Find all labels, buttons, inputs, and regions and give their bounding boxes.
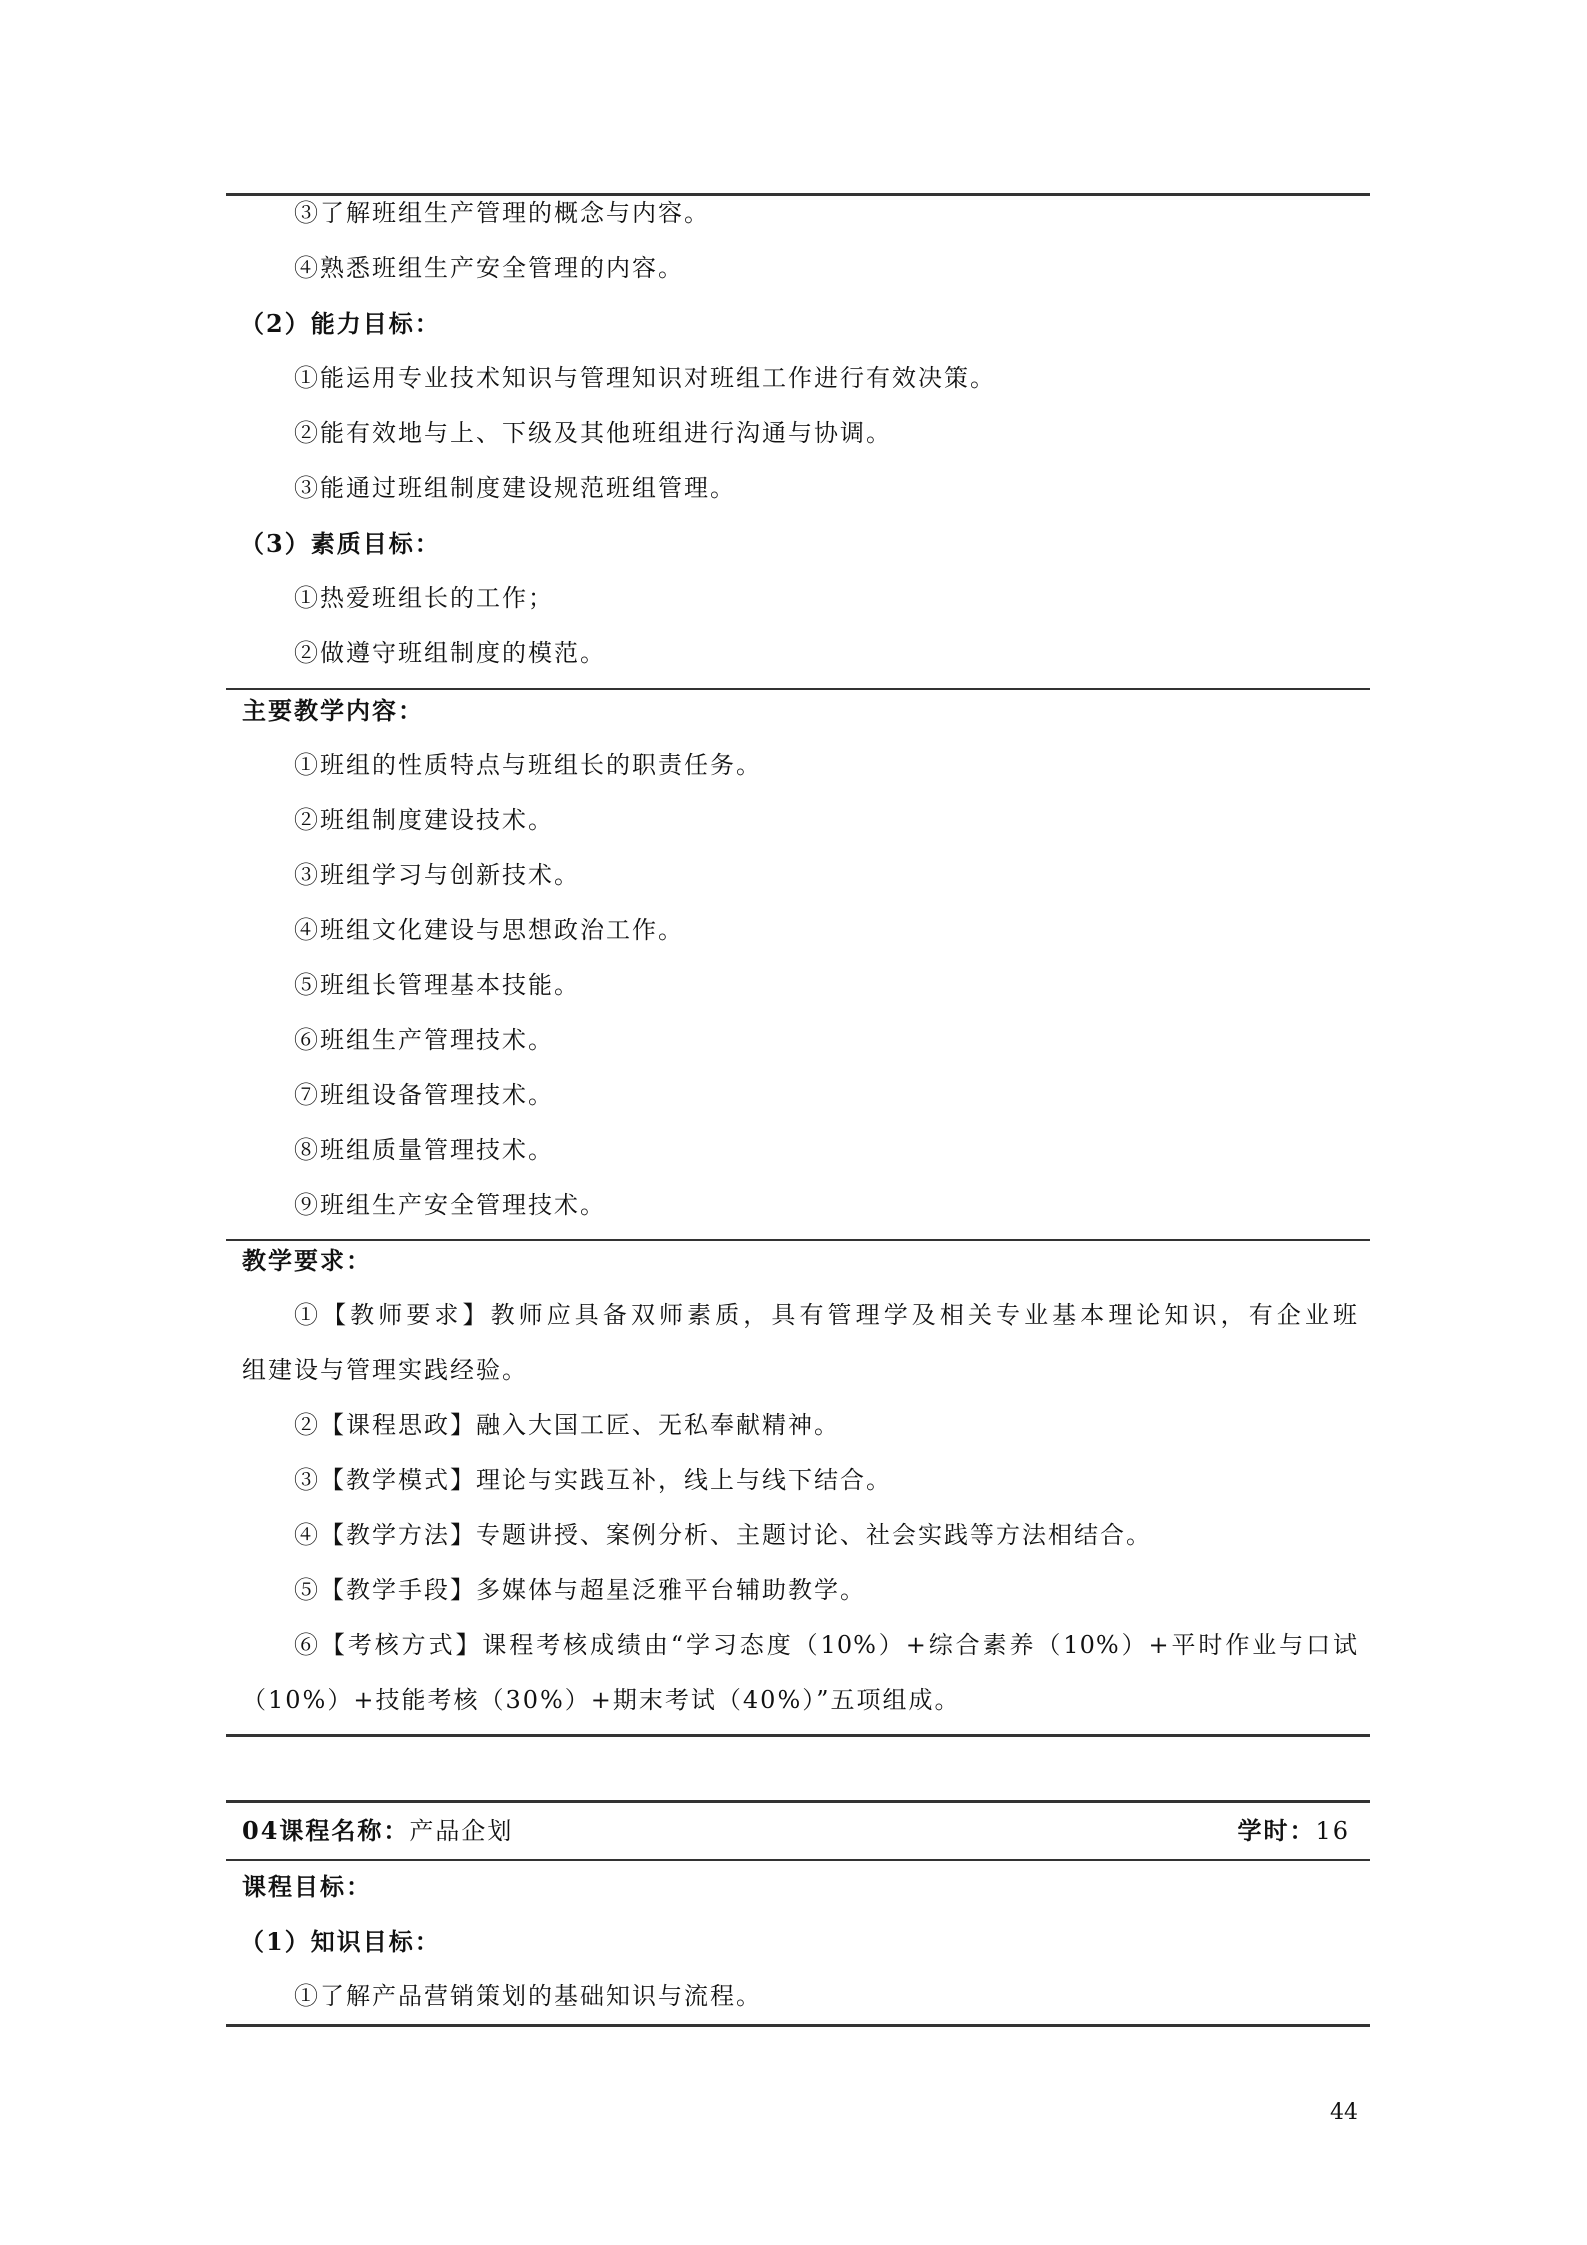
requirement-means: ⑤【教学手段】多媒体与超星泛雅平台辅助教学。	[294, 1576, 866, 1604]
content-item: ⑨班组生产安全管理技术。	[294, 1191, 606, 1219]
ability-heading: （2）能力目标：	[240, 309, 441, 338]
quality-item: ①热爱班组长的工作；	[294, 584, 554, 612]
content-item: ④班组文化建设与思想政治工作。	[294, 916, 684, 944]
requirement-teacher-line1: ①【教师要求】教师应具备双师素质，具有管理学及相关专业基本理论知识，有企业班	[294, 1301, 1358, 1329]
content-heading: 主要教学内容：	[242, 696, 424, 725]
course-hours	[1237, 1803, 1350, 1859]
table-bottom-border	[226, 1734, 1370, 1737]
requirement-mode: ③【教学模式】理论与实践互补，线上与线下结合。	[294, 1466, 892, 1494]
course04-section	[226, 1803, 1370, 2024]
requirements-section	[226, 1233, 1370, 1728]
objectives-section	[226, 186, 1370, 681]
ability-item: ②能有效地与上、下级及其他班组进行沟通与协调。	[294, 419, 892, 447]
content-item: ⑦班组设备管理技术。	[294, 1081, 554, 1109]
course04-bottom-border	[226, 2024, 1370, 2027]
course04-knowledge-heading: （1）知识目标：	[240, 1927, 441, 1956]
quality-heading: （3）素质目标：	[240, 529, 441, 558]
ability-item: ③能通过班组制度建设规范班组管理。	[294, 474, 736, 502]
requirement-teacher-line2: 组建设与管理实践经验。	[242, 1356, 528, 1384]
requirement-method: ④【教学方法】专题讲授、案例分析、主题讨论、社会实践等方法相结合。	[294, 1521, 1152, 1549]
content-item: ②班组制度建设技术。	[294, 806, 554, 834]
course-goals-heading: 课程目标：	[242, 1872, 372, 1901]
requirement-assessment-line1: ⑥【考核方式】课程考核成绩由“学习态度（10%）+综合素养（10%）+平时作业与口试	[294, 1631, 1358, 1659]
hours-value: 16	[1315, 1817, 1350, 1845]
course04-knowledge-item: ①了解产品营销策划的基础知识与流程。	[294, 1982, 762, 2010]
content-item: ⑤班组长管理基本技能。	[294, 971, 580, 999]
ability-item: ①能运用专业技术知识与管理知识对班组工作进行有效决策。	[294, 364, 996, 392]
content-section	[226, 683, 1370, 1233]
requirement-assessment-line2: （10%）+技能考核（30%）+期末考试（40%）”五项组成。	[242, 1686, 961, 1714]
page-number: 44	[1330, 2100, 1358, 2125]
requirement-ideology: ②【课程思政】融入大国工匠、无私奉献精神。	[294, 1411, 840, 1439]
quality-item: ②做遵守班组制度的模范。	[294, 639, 606, 667]
content-item: ③班组学习与创新技术。	[294, 861, 580, 889]
content-item: ⑥班组生产管理技术。	[294, 1026, 554, 1054]
course-name: 产品企划	[409, 1817, 514, 1845]
content-item: ⑧班组质量管理技术。	[294, 1136, 554, 1164]
knowledge-item: ③了解班组生产管理的概念与内容。	[294, 199, 710, 227]
requirements-heading: 教学要求：	[242, 1246, 372, 1275]
hours-label: 学时：	[1237, 1816, 1316, 1845]
content-item: ①班组的性质特点与班组长的职责任务。	[294, 751, 762, 779]
course04-title-row	[226, 1803, 1370, 1859]
course-name-label: 04课程名称：	[242, 1816, 410, 1845]
knowledge-item: ④熟悉班组生产安全管理的内容。	[294, 254, 684, 282]
